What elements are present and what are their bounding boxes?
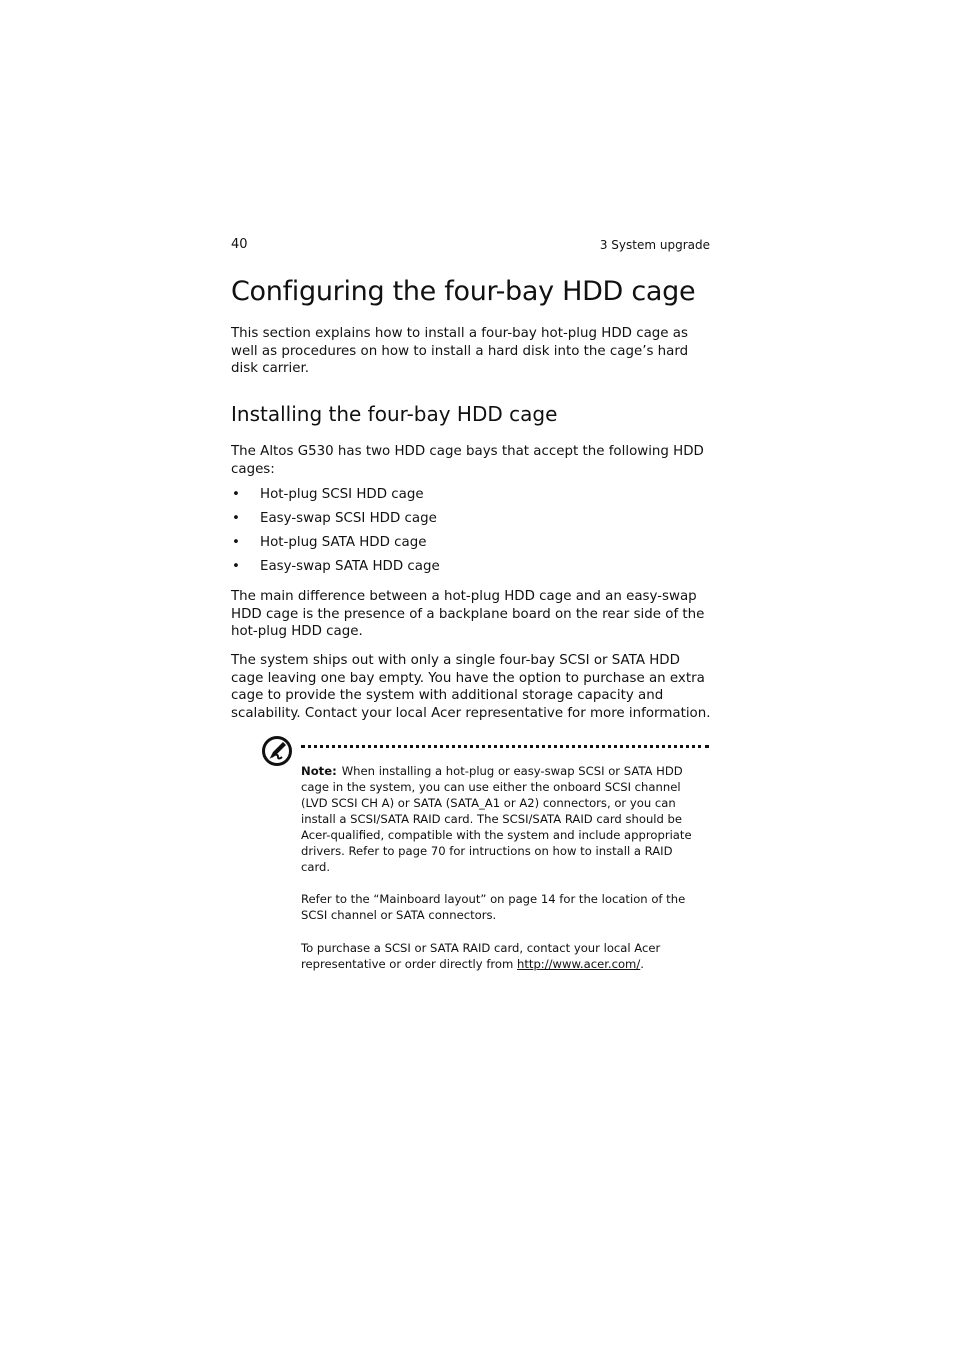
page-number: 40 (231, 237, 248, 252)
bullet: • (232, 535, 240, 550)
page-title: Configuring the four-bay HDD cage (231, 276, 696, 307)
note-divider (301, 745, 709, 748)
note-pen-icon (261, 735, 293, 767)
list-item-text: Hot-plug SCSI HDD cage (260, 487, 424, 502)
list-item-text: Hot-plug SATA HDD cage (260, 535, 427, 550)
cages-paragraph: The Altos G530 has two HDD cage bays that accept the following HDD cages: (231, 444, 704, 477)
list-item-text: Easy-swap SATA HDD cage (260, 559, 440, 574)
ships-paragraph: The system ships out with only a single four-bay SCSI or SATA HDD cage leaving one bay empty. You have the option to purchase an extra cage to provide the system with additional storage capacity and scalability. Contact your local Acer representative for more information. (231, 653, 711, 721)
note-text: When installing a hot-plug or easy-swap SCSI or SATA HDD cage in the system, you can use either the onboard SCSI channel (LVD SCSI CH A) or SATA (SATA_A1 or A2) connectors, or you can install a SCSI/SATA RAID card. The SCSI/SATA RAID card should be Acer-qualified, compatible with the system and include appropriate drivers. Refer to page 70 for intructions on how to install a RAID card. (301, 764, 692, 874)
note-period: . (640, 957, 644, 971)
running-header: 3 System upgrade (599, 238, 710, 252)
subsection-title: Installing the four-bay HDD cage (231, 402, 558, 426)
difference-paragraph: The main difference between a hot-plug HDD cage and an easy-swap HDD cage is the presence of a backplane board on the rear side of the hot-plug HDD cage. (231, 589, 705, 640)
bullet: • (232, 559, 240, 574)
bullet: • (232, 487, 240, 502)
acer-website-link[interactable]: http://www.acer.com/ (517, 957, 641, 971)
list-item-text: Easy-swap SCSI HDD cage (260, 511, 437, 526)
note-purchase-text: To purchase a SCSI or SATA RAID card, contact your local Acer representative or order directly from (301, 941, 661, 971)
note-label: Note: (301, 764, 337, 778)
note-paragraph-purchase (301, 940, 701, 972)
bullet: • (232, 511, 240, 526)
intro-paragraph: This section explains how to install a four-bay hot-plug HDD cage as well as procedures on how to install a hard disk into the cage’s hard disk carrier. (231, 326, 689, 377)
note-paragraph-mainboard: Refer to the “Mainboard layout” on page 14 for the location of the SCSI channel or SATA connectors. (301, 892, 686, 922)
note-paragraph (301, 763, 701, 875)
